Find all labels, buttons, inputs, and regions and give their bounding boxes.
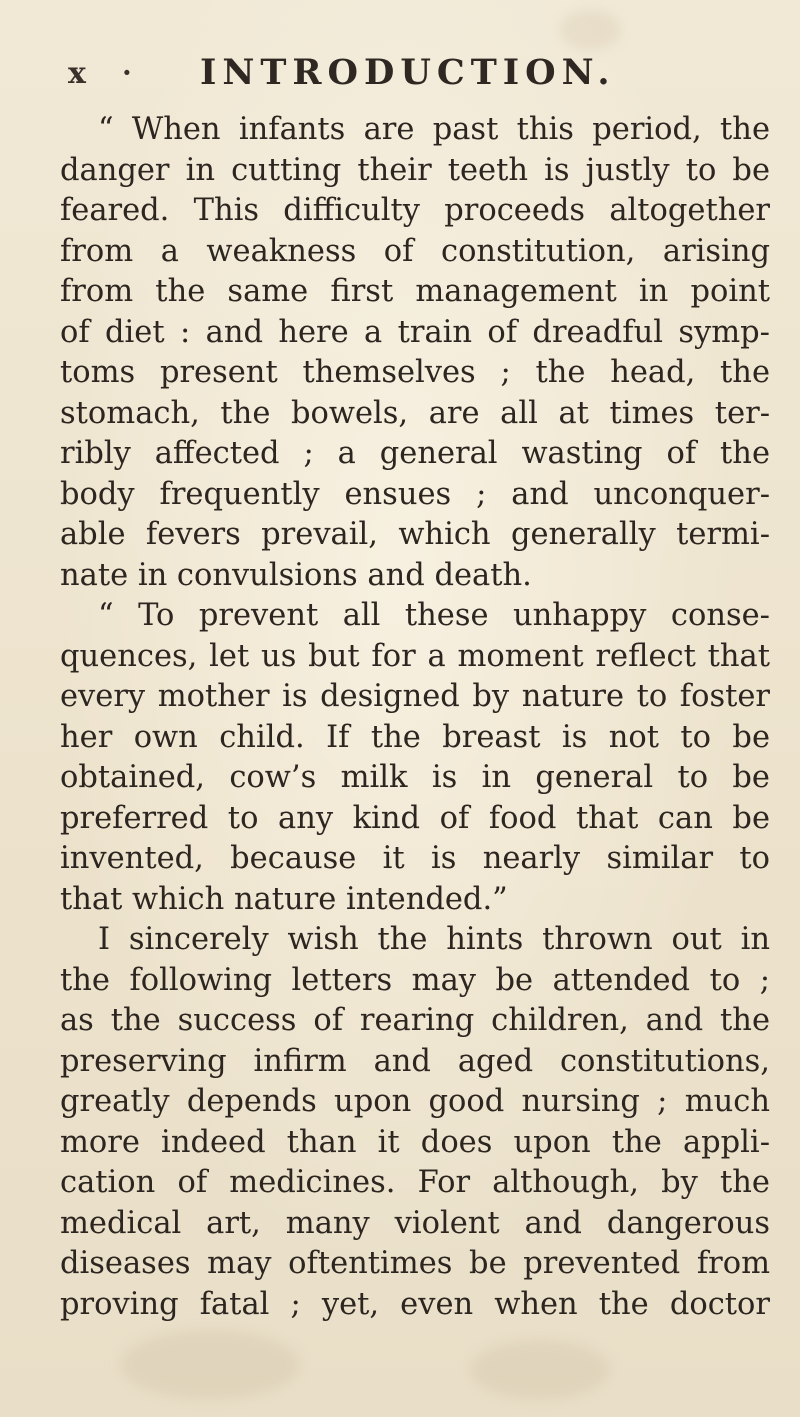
text-line: toms present themselves ; the head, the	[60, 355, 770, 390]
text-line: from a weakness of constitution, arising	[60, 233, 770, 269]
text-line: nate in convulsions and death.	[60, 557, 532, 593]
text-line: that which nature intended.”	[60, 881, 508, 917]
chapter-title: INTRODUCTION.	[200, 52, 616, 93]
text-line: as the success of rearing children, and the	[60, 1003, 770, 1038]
text-line: obtained, cow’s milk is in general to be	[60, 760, 770, 795]
text-line: every mother is designed by nature to foster	[60, 679, 770, 714]
text-line: medical art, many violent and dangerous	[60, 1205, 770, 1241]
text-line: from the same first management in point	[60, 274, 770, 309]
paper-stain	[560, 10, 620, 50]
body-text	[60, 110, 770, 1325]
text-line: the following letters may be attended to ;	[60, 962, 770, 998]
text-line: more indeed than it does upon the appli-	[60, 1124, 770, 1160]
running-head-separator: ·	[122, 56, 132, 89]
text-line: proving fatal ; yet, even when the doctor	[60, 1286, 770, 1322]
text-line: her own child. If the breast is not to be	[60, 719, 770, 755]
text-line: preserving infirm and aged constitutions,	[60, 1043, 770, 1079]
text-line: I sincerely wish the hints thrown out in	[98, 922, 770, 957]
paper-stain	[470, 1340, 610, 1400]
text-line: body frequently ensues ; and unconquer-	[60, 476, 770, 512]
running-head	[0, 52, 800, 96]
text-line: “ To prevent all these unhappy conse-	[98, 598, 770, 633]
page-number: x	[68, 56, 86, 91]
text-line: diseases may oftentimes be prevented from	[60, 1246, 770, 1281]
text-line: “ When infants are past this period, the	[98, 112, 770, 147]
text-line: danger in cutting their teeth is justly to be	[60, 152, 770, 188]
text-line: stomach, the bowels, are all at times ter-	[60, 395, 770, 431]
text-line: feared. This difficulty proceeds altogether	[60, 193, 770, 228]
paper-stain	[120, 1330, 300, 1400]
text-line: of diet : and here a train of dreadful symp-	[60, 314, 770, 350]
text-line: ribly affected ; a general wasting of the	[60, 436, 770, 471]
text-line: invented, because it is nearly similar to	[60, 841, 770, 876]
text-line: preferred to any kind of food that can be	[60, 800, 770, 836]
text-line: greatly depends upon good nursing ; much	[60, 1084, 770, 1119]
text-line: able fevers prevail, which generally termi-	[60, 517, 770, 552]
text-line: quences, let us but for a moment reflect that	[60, 638, 770, 674]
text-line: cation of medicines. For although, by the	[60, 1165, 770, 1200]
